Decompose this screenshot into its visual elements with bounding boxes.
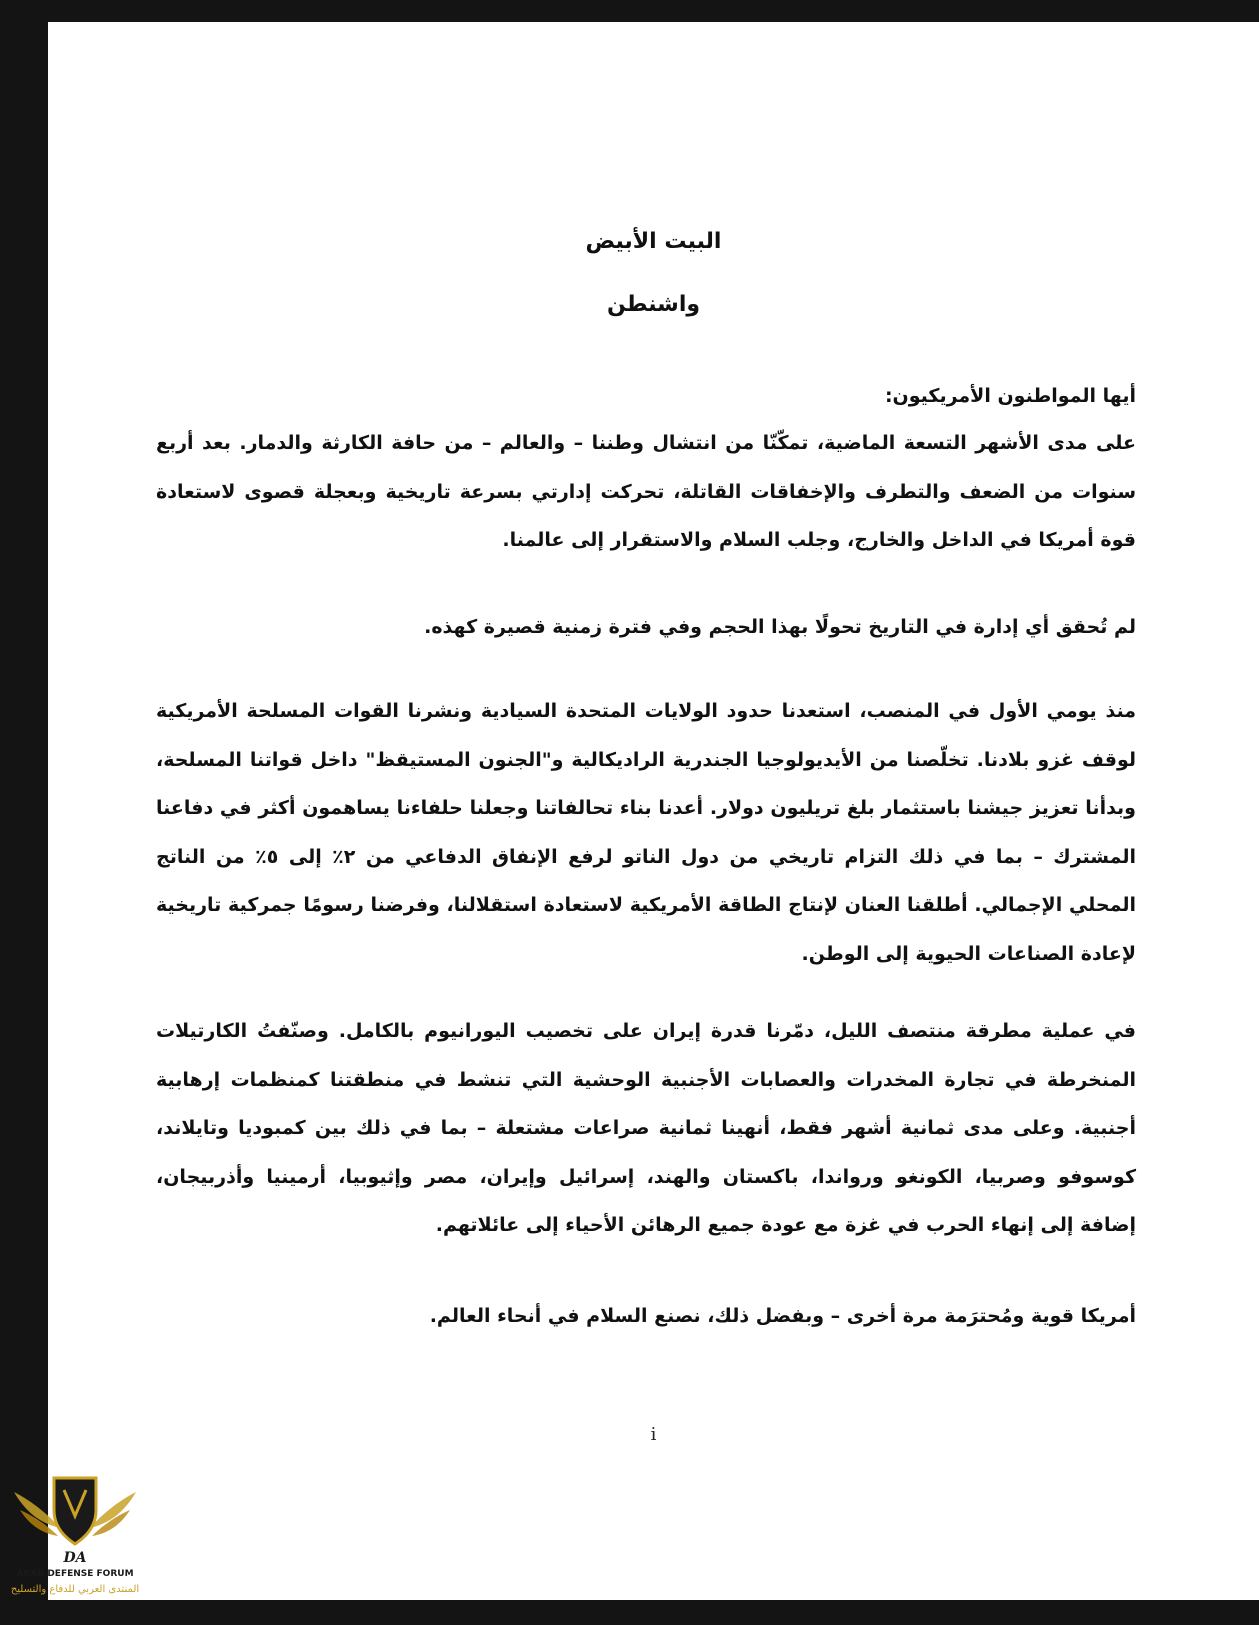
letter-paragraph: في عملية مطرقة منتصف الليل، دمّرنا قدرة إيران على تخصيب اليورانيوم بالكامل. وصنّفتُ الكارتيلات المنخرطة في تجارة المخدرات والعصابات الأجنبية الوحشية التي تنشط في منطقتنا كمنظمات إرهابية أجنبية. وعلى مدى ثمانية أشهر فقط، أنهينا ثمانية صراعات مشتعلة – بما في ذلك بين كمبوديا وتايلاند، كوسوفو وصربيا، الكونغو ورواندا، باكستان والهند، إسرائيل وإيران، مصر وإثيوبيا، أرمينيا وأذربيجان، إضافة إلى إنهاء الحرب في غزة مع عودة جميع الرهائن الأحياء إلى عائلاتهم. xyxy=(156,1020,1136,1236)
letter-paragraph: أمريكا قوية ومُحترَمة مرة أخرى – وبفضل ذلك، نصنع السلام في أنحاء العالم. xyxy=(429,1305,1136,1327)
letter-paragraph: على مدى الأشهر التسعة الماضية، تمكّنّا من انتشال وطننا – والعالم – من حافة الكارثة والدمار. بعد أربع سنوات من الضعف والتطرف والإخفاقات القاتلة، تحركت إدارتي بسرعة تاريخية وبعجلة قصوى لاستعادة قوة أمريكا في الداخل والخارج، وجلب السلام والاستقرار إلى عالمنا. xyxy=(156,432,1136,551)
shield-wings-icon xyxy=(0,1470,150,1600)
forum-watermark-logo xyxy=(0,1470,150,1600)
letterhead-title: البيت الأبيض xyxy=(585,229,722,254)
logo-name-ar: المنتدى العربي للدفاع والتسليح xyxy=(10,1584,140,1595)
logo-initials: DA xyxy=(63,1550,87,1566)
page-number: i xyxy=(650,1424,657,1445)
letterhead-location: واشنطن xyxy=(606,292,701,317)
document-page xyxy=(48,22,1259,1600)
letter-greeting: أيها المواطنون الأمريكيون: xyxy=(884,385,1136,407)
letter-paragraph: لم تُحقق أي إدارة في التاريخ تحولًا بهذا الحجم وفي فترة زمنية قصيرة كهذه. xyxy=(424,616,1136,638)
logo-name-en: ARAB DEFENSE FORUM xyxy=(16,1569,134,1579)
letter-paragraph: منذ يومي الأول في المنصب، استعدنا حدود الولايات المتحدة السيادية ونشرنا القوات المسلحة الأمريكية لوقف غزو بلادنا. تخلّصنا من الأيديولوجيا الجندرية الراديكالية و"الجنون المستيقظ" داخل قواتنا المسلحة، وبدأنا تعزيز جيشنا باستثمار بلغ تريليون دولار. أعدنا بناء تحالفاتنا وجعلنا حلفاءنا يساهمون أكثر في دفاعنا المشترك – بما في ذلك التزام تاريخي من دول الناتو لرفع الإنفاق الدفاعي من ٢٪ إلى ٥٪ من الناتج المحلي الإجمالي. أطلقنا العنان لإنتاج الطاقة الأمريكية لاستعادة استقلالنا، وفرضنا رسومًا جمركية تاريخية لإعادة الصناعات الحيوية إلى الوطن. xyxy=(156,700,1136,965)
